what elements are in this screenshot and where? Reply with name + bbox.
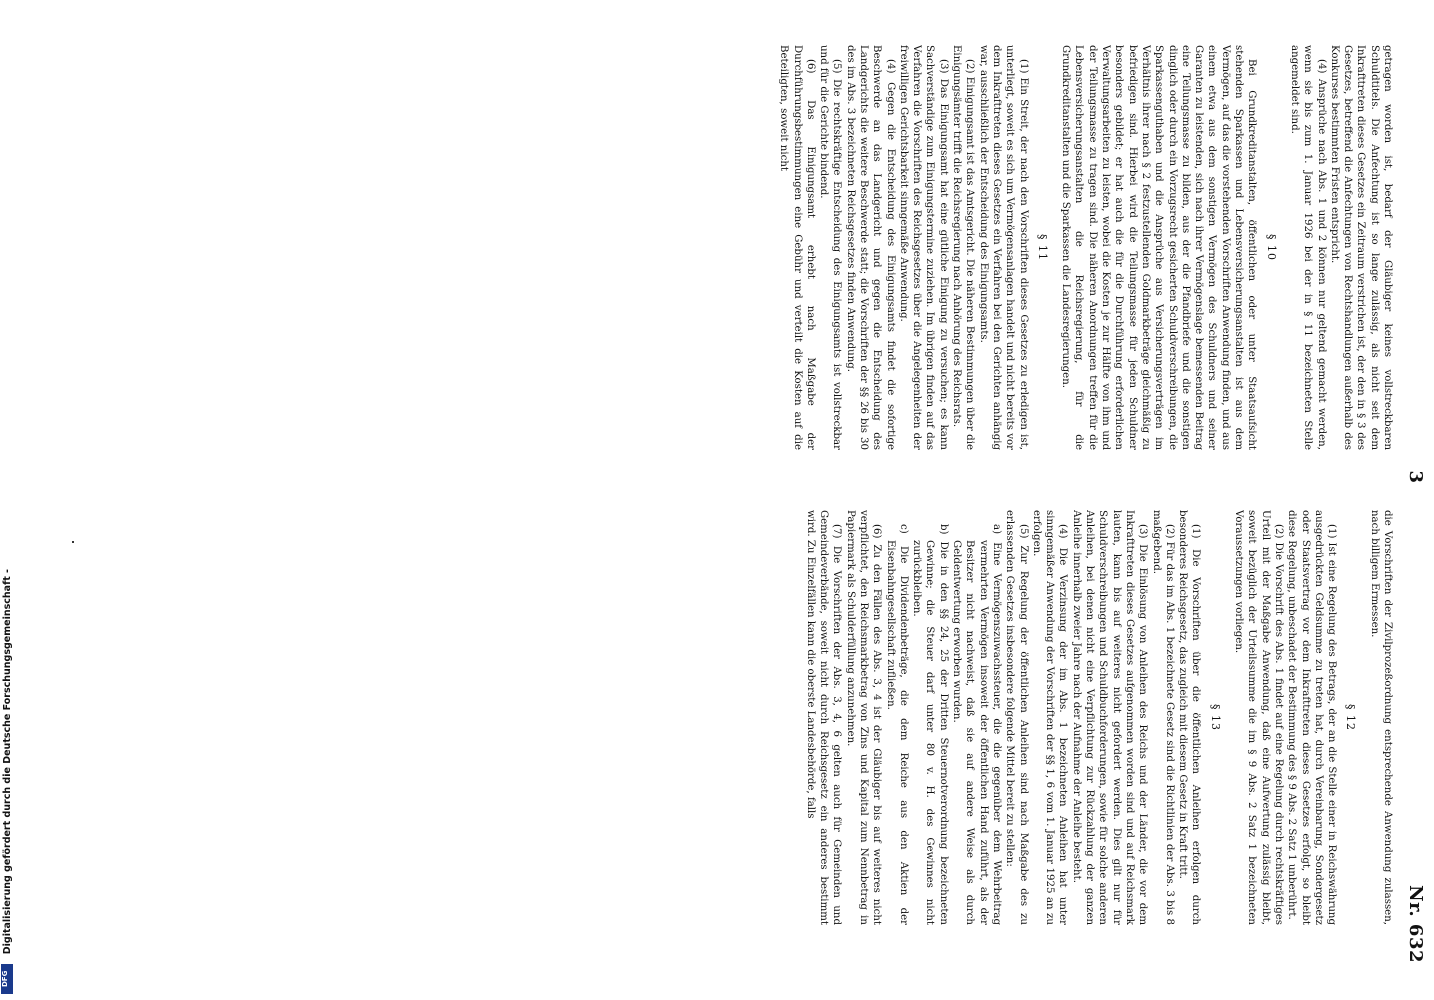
left-column — [144, 45, 1394, 450]
section-heading: § 10 — [1264, 234, 1278, 261]
paragraph: (3) Das Einigungsamt hat eine gütliche Einigung zu versuchen; es kann Sachverständige zum Einigungstermine zuziehen. Im übrigen finden auf das Verfahren die Vorschriften des Reichsgesetzes über die Angelegenheiten der freiwilligen Gerichtsbarkeit sinngemäße Anwendung. — [897, 45, 949, 450]
section-heading: § 12 — [1344, 704, 1358, 731]
measures-list — [883, 524, 1003, 925]
paragraph: (4) Ansprüche nach Abs. 1 und 2 können nur geltend gemacht werden, wenn sie bis zum 1. Januar 1926 bei der in § 11 bezeichneten Stelle angemeldet sind. — [1288, 45, 1327, 450]
paragraph: (7) Die Vorschriften der Abs. 3, 4, 6 gelten auch für Gemeinden und Gemeindeverbände, soweit nicht durch Reichsgesetz ein anderes bestimmt wird. Zu Einzelfällen kann die oberste Landesbehörde, falls — [804, 510, 843, 925]
paragraph: (1) Ist eine Regelung des Betrags, der an die Stelle einer in Reichswährung ausgedrückten Geldsumme zu treten hat, durch Vereinbarung, Sondergesetz oder Staatsvertrag vor dem Inkrafttreten dieses Gesetzes erfolgt, so bleibt diese Regelung, unbeschadet der Bestimmung des § 9 Abs. 2 Satz 1 unberührt. — [1286, 510, 1338, 925]
paragraph: die Vorschriften der Zivilprozeßordnung entsprechende Anwendung zulassen, nach billigem Ermessen. — [1368, 510, 1393, 925]
paragraph: (2) Die Vorschrift des Abs. 1 findet auf eine Regelung durch rechtskräftiges Urteil mit der Maßgabe Anwendung, daß eine Aufwertung zulässig bleibt, soweit bezüglich der Urteilssumme die im § 9 Abs. 2 Satz 1 bezeichneten Voraussetzungen vorliegen. — [1233, 510, 1284, 925]
paragraph: (5) Zur Regelung der öffentlichen Anleihen sind nach Maßgabe des zu erlassenden Gesetzes insbesondere folgende Mittel bereit zu stellen: — [1004, 510, 1029, 925]
page-number: 3 — [1405, 470, 1426, 484]
list-item: c) Die Dividendenbeträge, die dem Reiche aus den Aktien der Eisenbahngesellschaft zufließen. — [884, 524, 909, 925]
paragraph: (4) Gegen die Entscheidung des Einigungsamts findet die sofortige Beschwerde an das Landgericht und gegen die Entscheidung des Landgerichts die weitere Beschwerde statt; die Vorschriften der §§ 26 bis 30 des im Abs. 3 bezeichneten Reichsgesetzes finden Anwendung. — [844, 45, 896, 450]
paragraph: Bei Grundkreditanstalten, öffentlichen oder unter Staatsaufsicht stehenden Sparkassen und Lebensversicherungsanstalten ist aus dem Vermögen, auf das die vorstehenden Vorschriften Anwendung finden, und aus einem etwa aus dem sonstigen Vermögen des Schuldners und seiner Garanten zu leistenden, sich nach ihrer Vermögenslage bemessenden Beitrag eine Teilungsmasse zu bilden, aus der die Pfandbriefe und die sonstigen dinglich oder durch ein Vorzugsrecht gesicherten Schuldverschreibungen, die Sparkassenguthaben und die Ansprüche aus Versicherungsverträgen im Verhältnis ihrer nach § 2 festzustellenden Goldmarkbeträge gleichmäßig zu befriedigen sind. Hierbei wird die Teilungsmasse für jeden Schuldner besonders gebildet; er hat auch die für die Durchführung erforderlichen Verwaltungsarbeiten zu leisten, wobei die Kosten je zur Hälfte von ihm und der Teilungsmasse zu tragen sind. Die näheren Anordnungen treffen für die Lebensversicherungsanstalten die Reichsregierung, für die Grundkreditanstalten und die Sparkassen die Landesregierungen. — [1060, 45, 1258, 450]
paragraph: (4) Die Verzinsung der im Abs. 1 bezeichneten Anleihen hat unter sinngemäßer Anwendung der Vorschriften der §§ 1, 6 vom 1. Januar 1925 an zu erfolgen. — [1030, 510, 1069, 925]
paragraph: (2) Für das im Abs. 1 bezeichnete Gesetz sind die Richtlinien der Abs. 3 bis 8 maßgebend. — [1150, 510, 1175, 925]
dfg-logo-icon — [1, 964, 13, 994]
scan-speck — [72, 541, 74, 543]
section-heading: § 11 — [1035, 234, 1049, 261]
paragraph: (3) Die Einlösung von Anleihen des Reichs und der Länder, die vor dem Inkrafttreten dieses Gesetzes aufgenommen worden sind und auf Reichsmark lauten, kann bis auf weiteres nicht gefordert werden. Dies gilt nur für Schuldverschreibungen und Schuldbuchforderungen, sowie für solche anderen Anleihen, bei denen nicht eine Verpflichtung zur Rückzahlung der ganzen Anleihe innerhalb zweier Jahre nach der Aufnahme der Anleihe besteht. — [1070, 510, 1149, 925]
list-item: b) Die in den §§ 24, 25 der Dritten Steuernotverordnung bezeichneten Gewinne; die Steuer darf unter 80 v. H. des Gewinnes nicht zurückbleiben. — [911, 524, 949, 925]
paragraph: getragen worden ist, bedarf der Gläubiger keines vollstreckbaren Schuldtitels. Die Anfechtung ist so lange zulässig, als nicht seit dem Inkrafttreten dieses Gesetzes ein Zeitraum verstrichen ist, der den in § 3 des Gesetzes, betreffend die Anfechtungen von Rechtshandlungen außerhalb des Konkurses bestimmten Fristen entspricht. — [1328, 45, 1393, 450]
document-number: Nr. 632 — [1405, 885, 1426, 963]
paragraph: (1) Die Vorschriften über die öffentlichen Anleihen erfolgen durch besonderes Reichsgesetz, das zugleich mit diesem Gesetz in Kraft tritt. — [1177, 510, 1202, 925]
digitization-note: Digitalisierung gefördert durch die Deutsche Forschungsgemeinschaft - — [2, 568, 13, 954]
digitization-sidebar — [0, 0, 14, 1000]
paragraph: (6) Das Einigungsamt erhebt nach Maßgabe der Durchführungsbestimmungen eine Gebühr und verteilt die Kosten auf die Beteiligten, soweit nicht — [778, 45, 816, 450]
paragraph: (6) Zu den Fällen des Abs. 3, 4 ist der Gläubiger bis auf weiteres nicht verpflichtet, den Reichsmarkbetrag von Zins und Kapital zum Nennbetrag in Papiermark als Schulderfüllung anzunehmen. — [844, 510, 883, 925]
paragraph: (2) Einigungsamt ist das Amtsgericht. Die näheren Bestimmungen über die Einigungsämter trifft die Reichsregierung nach Anhörung des Reichsrats. — [951, 45, 976, 450]
right-column — [144, 510, 1394, 925]
dfg-logo-text: DFG — [1, 970, 9, 988]
paragraph: (5) Die rechtskräftige Entscheidung des Einigungsamts ist vollstreckbar und für die Gerichte bindend. — [818, 45, 843, 450]
list-item: a) Eine Vermögenszuwachssteuer, die die gegenüber dem Wehrbeitrag vermehrten Vermögen insoweit der öffentlichen Hand zuführt, als der Besitzer nicht nachweist, daß sie auf andere Weise als durch Geldentwertung erworben wurden. — [951, 524, 1002, 925]
paragraph: (1) Ein Streit, der nach den Vorschriften dieses Gesetzes zu erledigen ist, unterliegt, soweit es sich um Vermögensanlagen handelt und nicht bereits vor dem Inkrafttreten dieses Gesetzes ein Verfahren bei den Gerichten anhängig war, ausschließlich der Entscheidung des Einigungsamts. — [977, 45, 1029, 450]
section-heading: § 13 — [1208, 704, 1222, 731]
